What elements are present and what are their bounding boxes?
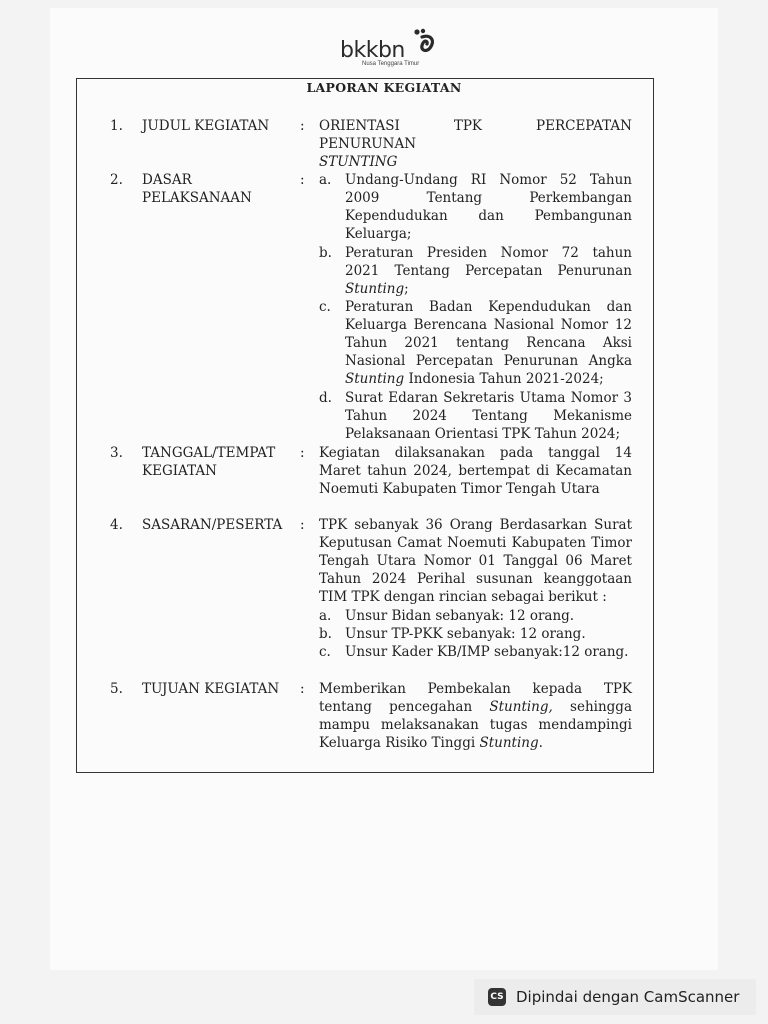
item-number: 1. — [110, 118, 123, 134]
item-label-tujuan: TUJUAN KEGIATAN — [142, 681, 280, 697]
sub-text: Surat Edaran Sekretaris Utama Nomor 3 Tahun 2024 Tentang Mekanisme Pelaksanaan Orientasi TPK Tahun 2024; — [345, 390, 632, 442]
sub-letter: d. — [319, 390, 332, 406]
item-body-tanggal: Kegiatan dilaksanakan pada tanggal 14 Maret tahun 2024, bertempat di Kecamatan Noemuti Kabupaten Timor Tengah Utara — [319, 445, 632, 497]
item-label-dasar: DASAR PELAKSANAAN — [142, 172, 252, 206]
logo-mark-icon — [410, 28, 440, 56]
report-title: LAPORAN KEGIATAN — [306, 80, 462, 95]
colon: : — [300, 681, 305, 697]
item-number: 5. — [110, 681, 123, 697]
sub-text: Unsur TP-PKK sebanyak: 12 orang. — [345, 626, 586, 642]
item-body-sasaran: TPK sebanyak 36 Orang Berdasarkan Surat Keputusan Camat Noemuti Kabupaten Timor Tengah Utara Nomor 01 Tanggal 06 Maret Tahun 2024 Perihal susunan keanggotaan TIM TPK dengan rincian sebagai berikut : — [319, 517, 632, 605]
item-number: 4. — [110, 517, 123, 533]
item-label-tanggal: TANGGAL/TEMPAT KEGIATAN — [142, 445, 276, 479]
colon: : — [300, 517, 305, 533]
sub-letter: b. — [319, 626, 332, 642]
sub-text: Unsur Kader KB/IMP sebanyak:12 orang. — [345, 644, 629, 660]
item-number: 2. — [110, 172, 123, 188]
camscanner-icon: CS — [488, 988, 506, 1006]
item-body-judul — [319, 117, 632, 171]
logo-subtitle: Nusa Tenggara Timur — [362, 61, 420, 67]
colon: : — [300, 172, 305, 188]
sub-text: Peraturan Badan Kependudukan dan Keluarga Berencana Nasional Nomor 12 Tahun 2021 tentang Rencana Aksi Nasional Percepatan Penurunan Angka Stunting Indonesia Tahun 2021-2024; — [345, 299, 632, 387]
item-label-sasaran: SASARAN/PESERTA — [142, 517, 283, 533]
sub-letter: c. — [319, 299, 331, 315]
sub-letter: c. — [319, 644, 331, 660]
sub-letter: b. — [319, 245, 332, 261]
sub-text: Undang-Undang RI Nomor 52 Tahun 2009 Tentang Perkembangan Kependudukan dan Pembangunan Keluarga; — [345, 172, 632, 242]
colon: : — [300, 118, 305, 134]
item-label-judul: JUDUL KEGIATAN — [142, 118, 270, 134]
bkkbn-logo — [340, 28, 440, 72]
camscanner-watermark — [474, 979, 756, 1015]
colon: : — [300, 445, 305, 461]
judul-line-2 — [319, 153, 632, 171]
sub-text: Unsur Bidan sebanyak: 12 orang. — [345, 608, 575, 624]
judul-line-1: ORIENTASI TPK PERCEPATAN PENURUNAN — [319, 118, 632, 152]
judul-stunting: STUNTING — [319, 154, 398, 170]
camscanner-text: Dipindai dengan CamScanner — [516, 988, 740, 1006]
sub-letter: a. — [319, 608, 332, 624]
item-number: 3. — [110, 445, 123, 461]
logo-wordmark: bkkbn — [340, 38, 405, 63]
item-body-tujuan: Memberikan Pembekalan kepada TPK tentang pencegahan Stunting, sehingga mampu melaksanakan tugas mendampingi Keluarga Risiko Tinggi Stunting. — [319, 681, 632, 751]
sub-text: Peraturan Presiden Nomor 72 tahun 2021 Tentang Percepatan Penurunan Stunting; — [345, 245, 632, 297]
sub-letter: a. — [319, 172, 332, 188]
